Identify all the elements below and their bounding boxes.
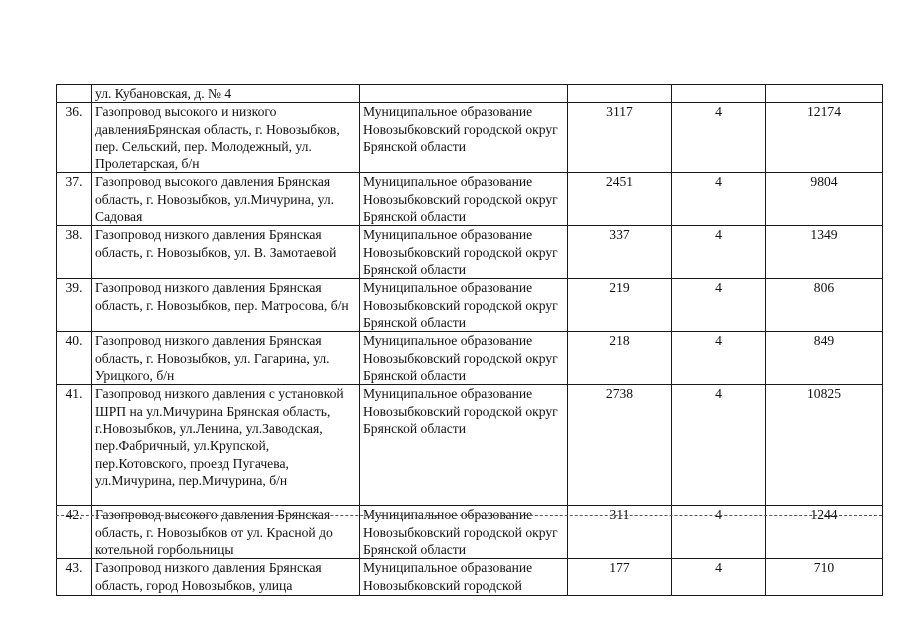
length-cell: 3117 [568,103,672,173]
diameter-cell: 4 [672,385,766,506]
value-cell: 9804 [766,173,883,226]
value-cell: 1349 [766,226,883,279]
row-number-cell: 42. [57,506,92,559]
row-number-cell: 40. [57,332,92,385]
gas-pipeline-table [56,84,883,596]
length-cell: 177 [568,559,672,596]
length-cell: 2738 [568,385,672,506]
owner-cell: Муниципальное образование Новозыбковский городской округ Брянской области [360,226,568,279]
owner-cell: Муниципальное образование Новозыбковский городской округ Брянской области [360,173,568,226]
table-row [57,173,883,226]
object-name-cell: Газопровод высокого и низкого давленияБрянская область, г. Новозыбков, пер. Сельский, пер. Молодежный, ул. Пролетарская, б/н [92,103,360,173]
object-name-cell: Газопровод низкого давления Брянская область, г. Новозыбков, ул. В. Замотаевой [92,226,360,279]
table-row [57,279,883,332]
object-name-cell: Газопровод низкого давления Брянская область, город Новозыбков, улица [92,559,360,596]
table-row [57,385,883,506]
owner-cell: Муниципальное образование Новозыбковский городской округ Брянской области [360,506,568,559]
length-cell: 311 [568,506,672,559]
diameter-cell: 4 [672,332,766,385]
length-cell: 218 [568,332,672,385]
length-cell: 2451 [568,173,672,226]
row-number-cell: 39. [57,279,92,332]
table-row [57,103,883,173]
owner-cell: Муниципальное образование Новозыбковский городской округ Брянской области [360,279,568,332]
object-name-cell: Газопровод низкого давления Брянская область, г. Новозыбков, пер. Матросова, б/н [92,279,360,332]
value-cell: 10825 [766,385,883,506]
row-number-cell: 38. [57,226,92,279]
value-cell: 1244 [766,506,883,559]
value-cell [766,85,883,103]
diameter-cell: 4 [672,173,766,226]
diameter-cell: 4 [672,226,766,279]
owner-cell: Муниципальное образование Новозыбковский городской округ Брянской области [360,103,568,173]
owner-cell: Муниципальное образование Новозыбковский городской [360,559,568,596]
row-number-cell: 37. [57,173,92,226]
diameter-cell: 4 [672,279,766,332]
table-row [57,226,883,279]
row-number-cell [57,85,92,103]
value-cell: 12174 [766,103,883,173]
object-name-cell: ул. Кубановская, д. № 4 [92,85,360,103]
owner-cell: Муниципальное образование Новозыбковский городской округ Брянской области [360,385,568,506]
length-cell: 337 [568,226,672,279]
length-cell [568,85,672,103]
diameter-cell: 4 [672,103,766,173]
diameter-cell: 4 [672,506,766,559]
table-row [57,332,883,385]
owner-cell: Муниципальное образование Новозыбковский городской округ Брянской области [360,332,568,385]
object-name-cell: Газопровод высокого давления Брянская область, г. Новозыбков от ул. Красной до котельной горбольницы [92,506,360,559]
row-number-cell: 36. [57,103,92,173]
object-name-cell: Газопровод высокого давления Брянская область, г. Новозыбков, ул.Мичурина, ул. Садовая [92,173,360,226]
object-name-cell: Газопровод низкого давления Брянская область, г. Новозыбков, ул. Гагарина, ул. Урицкого, б/н [92,332,360,385]
value-cell: 710 [766,559,883,596]
value-cell: 806 [766,279,883,332]
value-cell: 849 [766,332,883,385]
diameter-cell [672,85,766,103]
row-number-cell: 43. [57,559,92,596]
object-name-cell: Газопровод низкого давления с установкой ШРП на ул.Мичурина Брянская область, г.Новозыбков, ул.Ленина, ул.Заводская, пер.Фабричный, ул.Крупской, пер.Котовского, проезд Пугачева, ул.Мичурина, пер.Мичурина, б/н [92,385,360,506]
table-row [57,506,883,559]
table-row [57,85,883,103]
owner-cell [360,85,568,103]
length-cell: 219 [568,279,672,332]
table-row [57,559,883,596]
row-number-cell: 41. [57,385,92,506]
diameter-cell: 4 [672,559,766,596]
